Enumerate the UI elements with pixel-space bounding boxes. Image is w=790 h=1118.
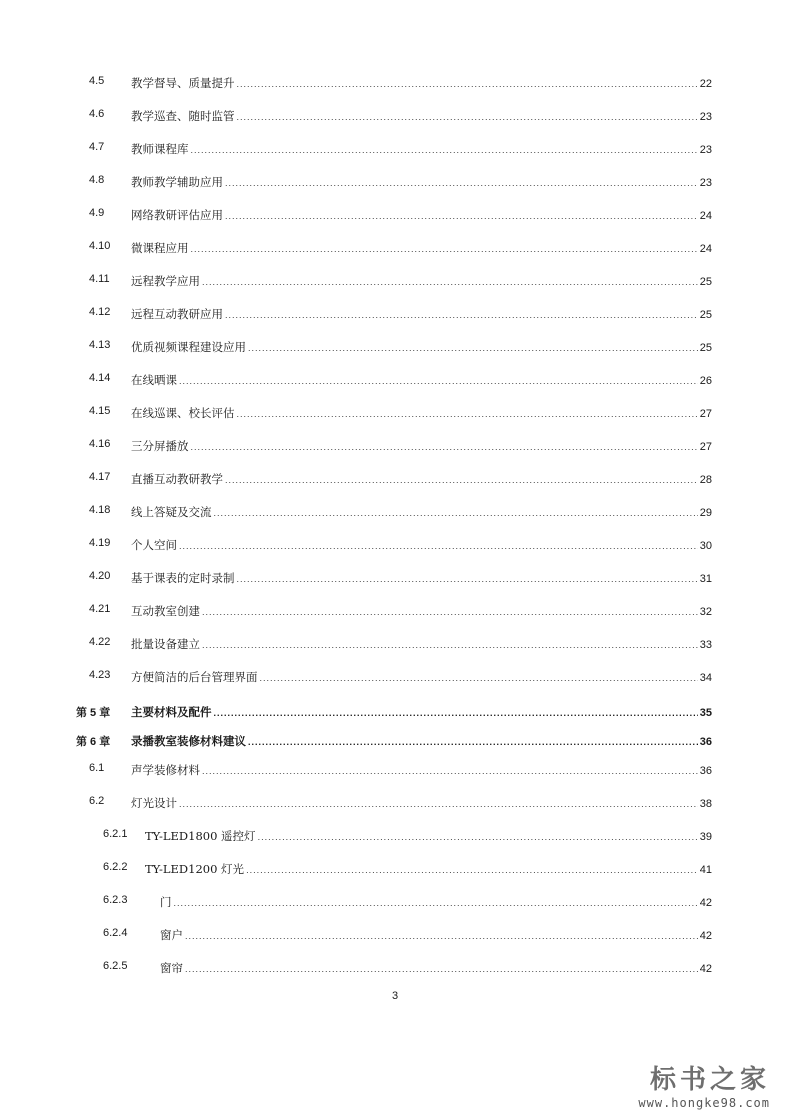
toc-entry-number: 4.21: [89, 603, 111, 615]
toc-entry[interactable]: [0, 927, 790, 947]
watermark-title: 标书之家: [649, 1065, 770, 1095]
toc-entry-title: 远程教学应用: [131, 274, 200, 288]
toc-dot-leader: [248, 737, 698, 747]
toc-entry-number: 4.23: [89, 669, 111, 681]
toc-entry[interactable]: [0, 960, 790, 980]
toc-entry[interactable]: [0, 174, 790, 194]
toc-entry-number: 4.11: [89, 273, 110, 285]
toc-entry-title: 教学巡查、随时监管: [131, 109, 235, 123]
toc-entry[interactable]: [0, 894, 790, 914]
toc-entry-page: 35: [699, 707, 712, 719]
toc-entry[interactable]: [0, 537, 790, 557]
toc-dot-leader: [179, 376, 698, 386]
watermark-url: www.hongke98.com: [638, 1096, 770, 1110]
toc-entry[interactable]: [0, 141, 790, 161]
toc-entry-page: 38: [699, 798, 712, 810]
toc-entry-title: 微课程应用: [131, 241, 189, 255]
toc-entry-number: 6.1: [89, 762, 105, 774]
toc-dot-leader: [185, 964, 698, 974]
toc-entry-page: 31: [699, 573, 712, 585]
toc-entry-number: 6.2.3: [103, 894, 128, 906]
toc-entry-title: 三分屏播放: [131, 439, 189, 453]
toc-entry-page: 26: [699, 375, 712, 387]
toc-entry-number: 4.6: [89, 108, 105, 120]
toc-entry-number: 4.20: [89, 570, 111, 582]
toc-dot-leader: [260, 673, 698, 683]
toc-entry[interactable]: [0, 704, 790, 724]
toc-dot-leader: [237, 79, 698, 89]
toc-dot-leader: [191, 244, 698, 254]
toc-entry-number: 4.13: [89, 339, 111, 351]
toc-entry-title: 窗帘: [160, 961, 183, 975]
toc-entry-page: 41: [699, 864, 712, 876]
toc-entry-title: 线上答疑及交流: [131, 505, 212, 519]
toc-entry[interactable]: [0, 828, 790, 848]
toc-dot-leader: [246, 865, 698, 875]
toc-entry-page: 39: [699, 831, 712, 843]
toc-entry-page: 24: [699, 243, 712, 255]
toc-entry-title: TY-LED1800 遥控灯: [145, 829, 256, 843]
toc-entry-title: 互动教室创建: [131, 604, 200, 618]
toc-entry[interactable]: [0, 207, 790, 227]
toc-entry-page: 36: [699, 765, 712, 777]
toc-entry[interactable]: [0, 339, 790, 359]
toc-entry[interactable]: [0, 733, 790, 753]
toc-entry-title: 声学装修材料: [131, 763, 200, 777]
toc-entry-page: 36: [699, 736, 712, 748]
toc-entry-number: 第 5 章: [76, 707, 111, 719]
toc-entry[interactable]: [0, 75, 790, 95]
toc-entry[interactable]: [0, 273, 790, 293]
toc-dot-leader: [214, 508, 698, 518]
toc-entry-title: TY-LED1200 灯光: [145, 862, 245, 876]
toc-entry[interactable]: [0, 306, 790, 326]
page-number: 3: [391, 990, 399, 1002]
toc-dot-leader: [248, 343, 698, 353]
toc-entry-title: 教师课程库: [131, 142, 189, 156]
toc-entry-page: 23: [699, 177, 712, 189]
toc-entry-number: 4.5: [89, 75, 105, 87]
toc-entry-page: 34: [699, 672, 712, 684]
toc-dot-leader: [237, 409, 698, 419]
toc-entry-title: 灯光设计: [131, 796, 177, 810]
toc-dot-leader: [202, 640, 698, 650]
toc-entry[interactable]: [0, 795, 790, 815]
toc-entry-title: 教师教学辅助应用: [131, 175, 223, 189]
toc-entry-title: 方便简洁的后台管理界面: [131, 670, 258, 684]
toc-entry-number: 4.7: [89, 141, 105, 153]
toc-entry[interactable]: [0, 405, 790, 425]
toc-dot-leader: [237, 112, 698, 122]
toc-entry-page: 25: [699, 342, 712, 354]
toc-dot-leader: [237, 574, 698, 584]
toc-entry-number: 6.2.1: [103, 828, 128, 840]
toc-entry-page: 29: [699, 507, 712, 519]
toc-entry[interactable]: [0, 570, 790, 590]
toc-dot-leader: [179, 799, 698, 809]
toc-entry-number: 4.16: [89, 438, 111, 450]
toc-entry-page: 23: [699, 111, 712, 123]
toc-entry-number: 4.18: [89, 504, 111, 516]
toc-dot-leader: [202, 766, 698, 776]
toc-entry[interactable]: [0, 108, 790, 128]
toc-entry-title: 直播互动教研教学: [131, 472, 223, 486]
toc-entry-number: 4.12: [89, 306, 111, 318]
toc-entry-title: 录播教室装修材料建议: [131, 734, 246, 748]
toc-entry-number: 4.14: [89, 372, 111, 384]
toc-entry-title: 优质视频课程建设应用: [131, 340, 246, 354]
toc-entry-title: 个人空间: [131, 538, 177, 552]
toc-entry-page: 32: [699, 606, 712, 618]
toc-entry-page: 22: [699, 78, 712, 90]
toc-entry-number: 4.17: [89, 471, 111, 483]
toc-entry-page: 42: [699, 930, 712, 942]
toc-entry-page: 42: [699, 963, 712, 975]
toc-entry-title: 教学督导、质量提升: [131, 76, 235, 90]
toc-entry-number: 4.22: [89, 636, 111, 648]
toc-entry-page: 25: [699, 309, 712, 321]
toc-entry-title: 基于课表的定时录制: [131, 571, 235, 585]
toc-entry-number: 4.19: [89, 537, 111, 549]
toc-entry-title: 批量设备建立: [131, 637, 200, 651]
toc-entry-number: 4.10: [89, 240, 111, 252]
toc-dot-leader: [202, 607, 698, 617]
toc-dot-leader: [214, 708, 698, 718]
toc-entry[interactable]: [0, 504, 790, 524]
toc-entry-number: 6.2: [89, 795, 105, 807]
toc-entry[interactable]: [0, 372, 790, 392]
watermark-logo: [638, 1059, 770, 1110]
toc-dot-leader: [191, 145, 698, 155]
toc-dot-leader: [202, 277, 698, 287]
toc-entry-number: 4.9: [89, 207, 105, 219]
toc-entry-title: 远程互动教研应用: [131, 307, 223, 321]
toc-dot-leader: [225, 178, 698, 188]
toc-entry[interactable]: [0, 240, 790, 260]
toc-entry-number: 6.2.4: [103, 927, 128, 939]
toc-dot-leader: [225, 475, 698, 485]
toc-dot-leader: [174, 898, 698, 908]
toc-dot-leader: [179, 541, 698, 551]
toc-entry-title: 在线晒课: [131, 373, 177, 387]
toc-entry[interactable]: [0, 438, 790, 458]
toc-entry-title: 主要材料及配件: [131, 705, 212, 719]
toc-dot-leader: [191, 442, 698, 452]
toc-entry-title: 在线巡课、校长评估: [131, 406, 235, 420]
toc-entry-page: 33: [699, 639, 712, 651]
toc-entry-number: 6.2.5: [103, 960, 128, 972]
toc-entry[interactable]: [0, 636, 790, 656]
toc-entry-title: 门: [160, 895, 172, 909]
toc-entry-number: 6.2.2: [103, 861, 128, 873]
toc-dot-leader: [225, 310, 698, 320]
toc-entry-page: 23: [699, 144, 712, 156]
toc-entry[interactable]: [0, 603, 790, 623]
toc-entry-number: 4.8: [89, 174, 105, 186]
toc-entry-page: 42: [699, 897, 712, 909]
toc-entry-title: 网络教研评估应用: [131, 208, 223, 222]
toc-dot-leader: [225, 211, 698, 221]
toc-dot-leader: [185, 931, 698, 941]
toc-entry[interactable]: [0, 861, 790, 881]
toc-entry-page: 25: [699, 276, 712, 288]
toc-entry-page: 27: [699, 441, 712, 453]
toc-entry-page: 24: [699, 210, 712, 222]
toc-entry-page: 27: [699, 408, 712, 420]
toc-entry[interactable]: [0, 762, 790, 782]
toc-entry-page: 30: [699, 540, 712, 552]
toc-entry-title: 窗户: [160, 928, 183, 942]
toc-entry-number: 4.15: [89, 405, 111, 417]
toc-dot-leader: [258, 832, 698, 842]
toc-entry-number: 第 6 章: [76, 736, 111, 748]
toc-entry[interactable]: [0, 669, 790, 689]
toc-entry-page: 28: [699, 474, 712, 486]
toc-entry[interactable]: [0, 471, 790, 491]
